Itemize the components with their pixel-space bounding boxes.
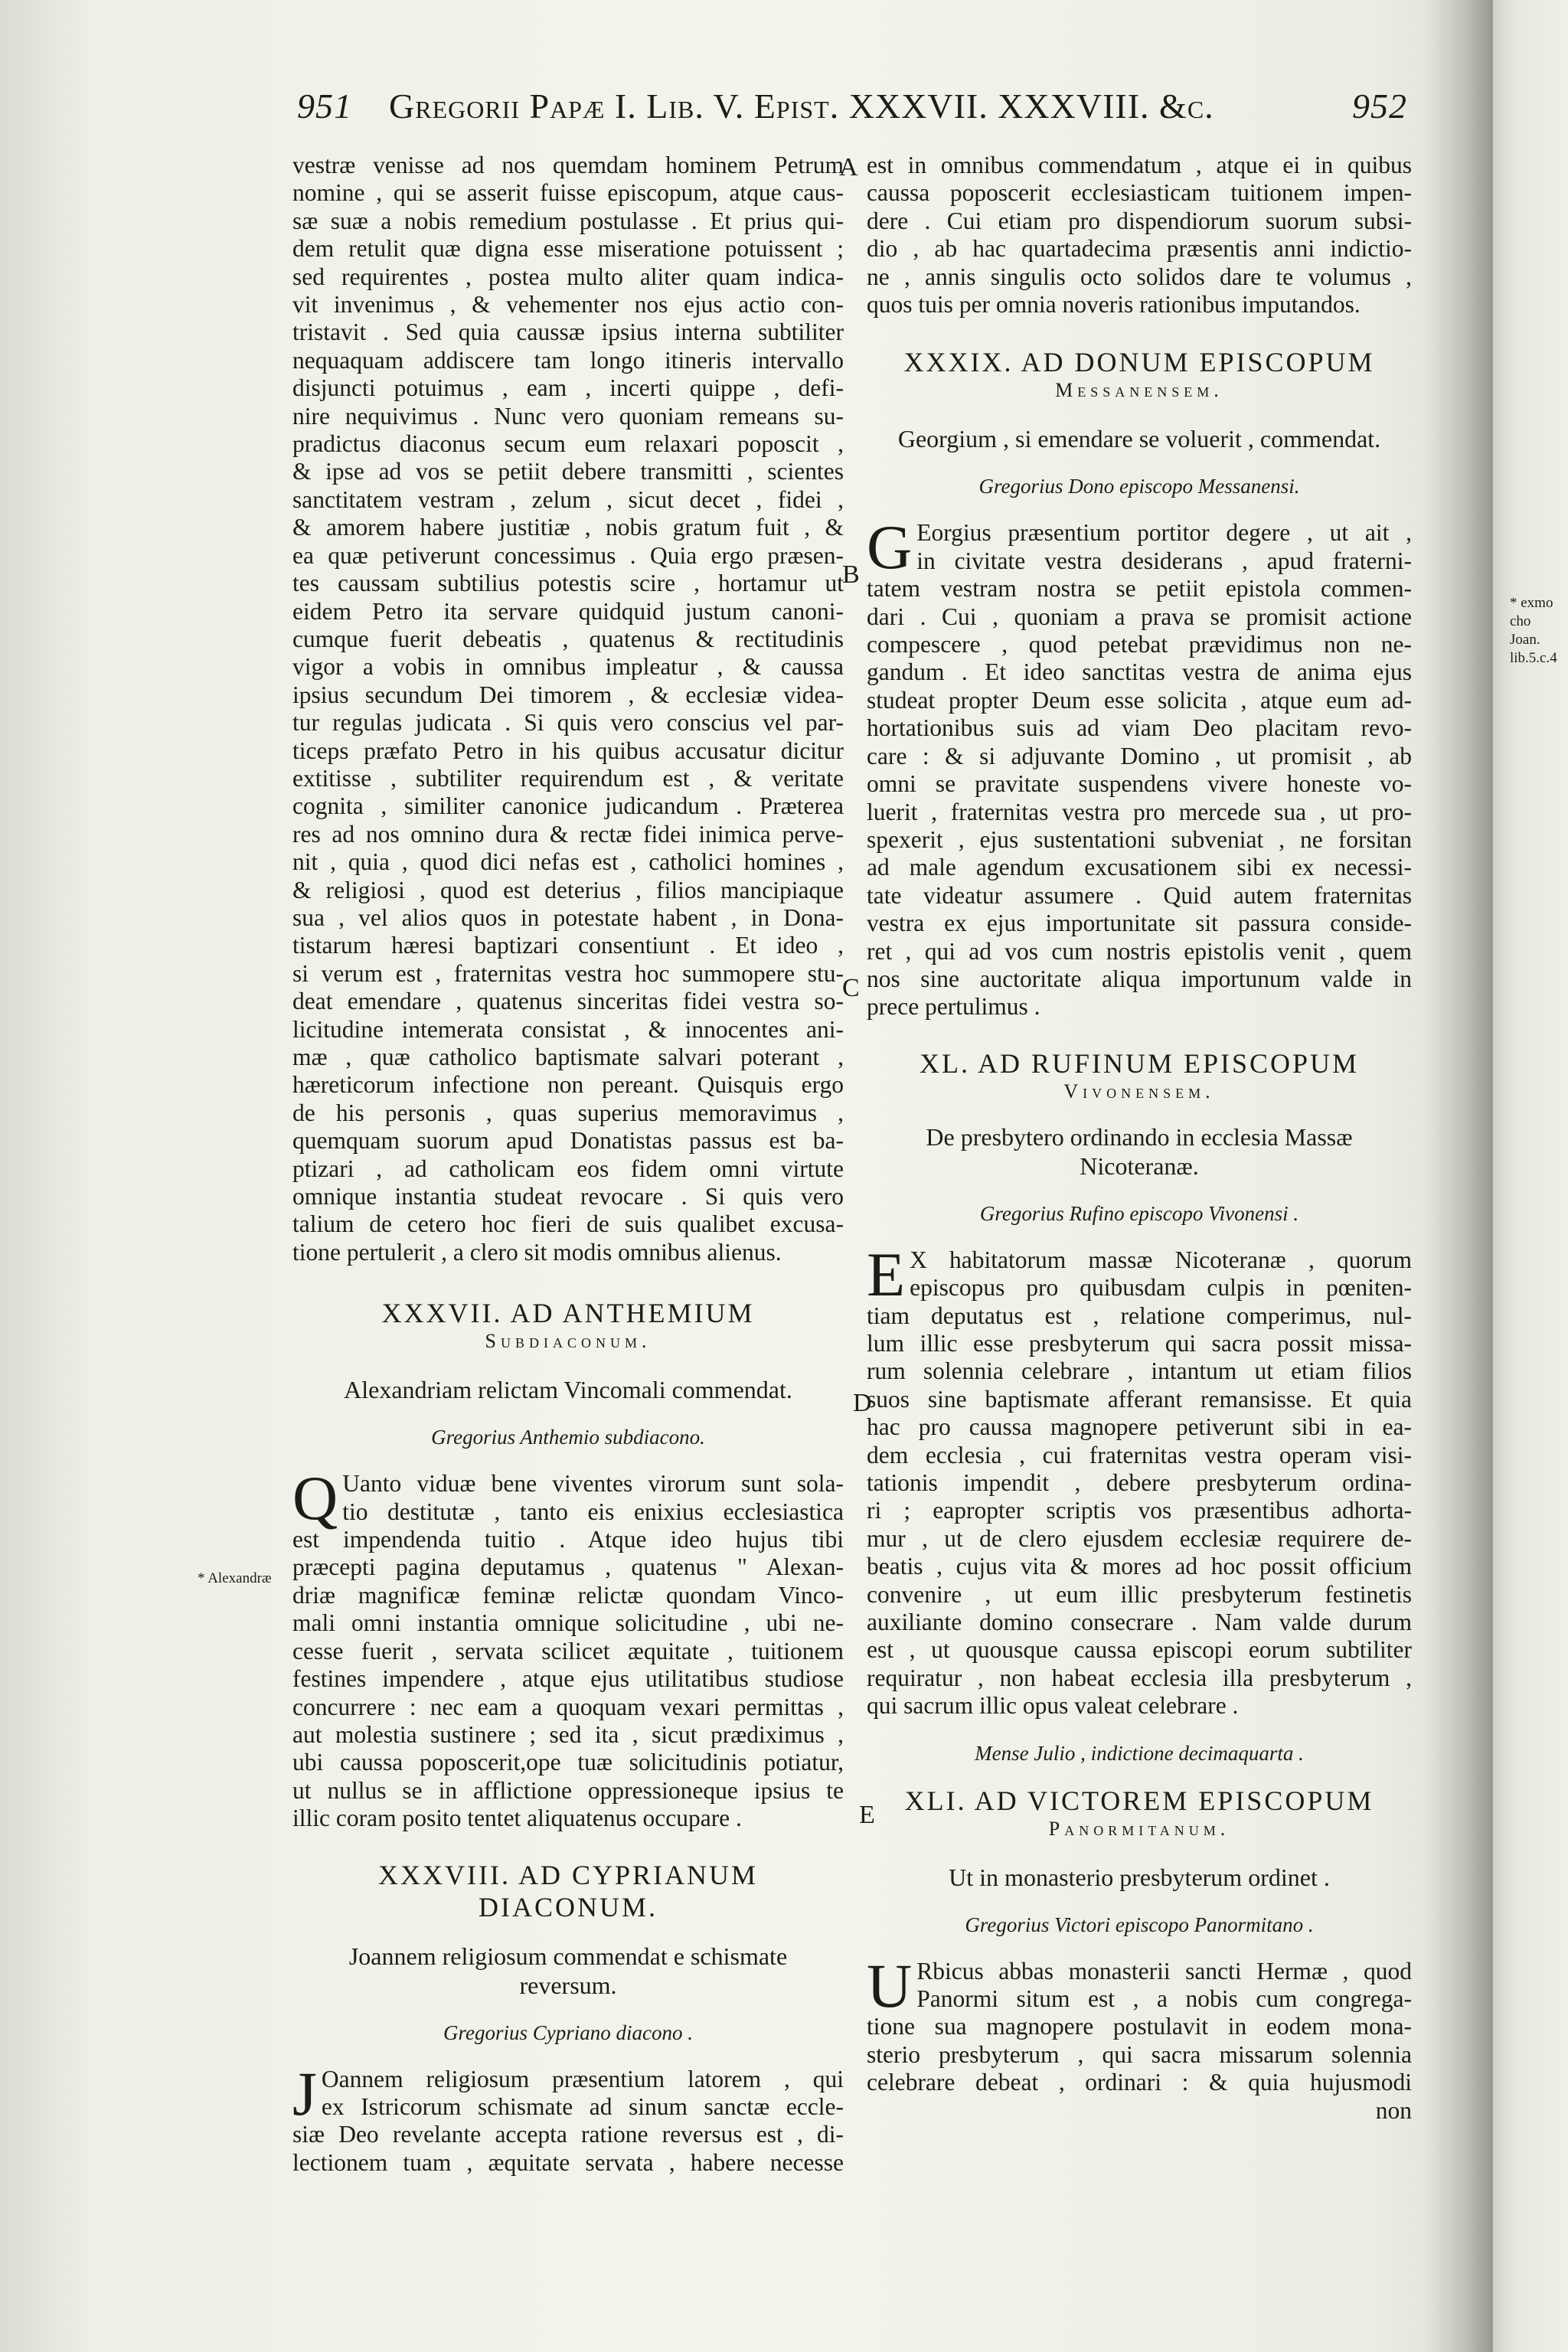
text-line: dem ecclesia , cui fraternitas vestra operam visi- [867,1441,1412,1468]
text-line: licitudine intemerata consistat , & innocentes ani- [292,1015,844,1043]
continued-letter-text [292,152,844,1266]
text-line: ret , qui ad vos cum nostris epistolis venit , quem [867,937,1412,965]
drop-cap: U [867,1950,913,2020]
drop-cap: J [292,2058,317,2128]
letter-41-salutation: Gregorius Victori episcopo Panormitano . [965,1913,1314,1936]
continued-letter-text [867,152,1412,318]
text-line: care : & si adjuvante Domino , ut promisit , ab [867,742,1412,769]
text-line: dio , ab hac quartadecima præsentis anni indictio- [867,235,1412,263]
text-line: siæ Deo revelante accepta ratione reversus est , di- [292,2121,844,2148]
letter-38-heading: XXXVIII. AD CYPRIANUM DIACONUM. [377,1859,758,1922]
summary-line: reversum. [519,1971,617,1999]
text-line: Eorgius præsentium portitor degere , ut ait , [916,519,1412,547]
letter-37-heading: XXXVII. AD ANTHEMIUM [381,1298,755,1329]
text-line: cumque fuerit debeatis , quatenus & rectitudinis [292,625,844,652]
text-line: illic coram posito tentet aliquatenus occupare . [292,1805,742,1832]
running-title: Gregorii Papæ I. Lib. V. Epist. XXXVII. XXXVIII. &c. [389,87,1214,126]
text-line: qui sacrum illic opus valeat celebrare . [867,1692,1239,1720]
text-line: nomine , qui se asserit fuisse episcopum, atque caus- [292,179,844,207]
text-line: gandum . Et ideo sanctitas vestra de anima ejus [867,658,1412,686]
letter-41-heading: XLI. AD VICTOREM EPISCOPUM [904,1785,1374,1816]
text-line: nire nequivimus . Nunc vero quoniam remeans su- [292,402,844,430]
text-line: quemquam suorum apud Donatistas passus est ba- [292,1127,844,1155]
summary-line: De presbytero ordinando in ecclesia Massæ [926,1122,1353,1151]
drop-cap: E [867,1239,906,1309]
letter-40-subheading: Vivonensem. [1063,1080,1215,1102]
text-line: tationis impendit , debere presbyterum ordina- [867,1469,1412,1496]
text-line: tione sua magnopere postulavit in eodem mona- [867,2013,1412,2040]
text-line: luerit , fraternitas vestra pro mercede sua , ut pro- [867,798,1412,825]
letter-39-subheading: Messanensem. [1055,379,1223,402]
text-line: aut molestia sustinere ; sed ita , sicut prædiximus , [292,1720,844,1748]
text-line: driæ magnificæ feminæ relictæ quondam Vinco- [292,1581,844,1609]
text-line: tistarum hæresi baptizari consentiunt . Et ideo , [292,932,844,959]
left-column [292,152,844,2177]
margin-letter-a: A [839,153,858,181]
text-line: talium de cetero hoc fieri de suis qualibet excusa- [292,1210,844,1238]
page-gutter-shadow [1424,0,1493,2352]
text-line: nos sine auctoritate aliqua importunum valde in [867,965,1412,992]
text-line: est in omnibus commendatum , atque ei in quibus [867,152,1412,178]
text-line: suos sine baptismate afferant remansisse. Et quia [867,1385,1412,1413]
letter-39-summary: Georgium , si emendare se voluerit , commendat. [897,425,1381,453]
letter-40-heading: XL. AD RUFINUM EPISCOPUM [919,1047,1360,1079]
text-line: dem retulit quæ digna esse miseratione potuissent ; [292,235,844,263]
text-line: hæreticorum infectione non pereant. Quisquis ergo [292,1071,844,1099]
text-line: vestra ex ejus importunitate sit passura conside- [867,910,1412,937]
text-line: ut nullus se in afflictione oppressioneque ipsius te [292,1776,844,1804]
text-line: episcopus pro quibusdam culpis in pœniten- [910,1274,1412,1302]
side-note-right-line: lib.5.c.4 [1510,650,1557,666]
text-line: mur , ut de clero ejusdem ecclesiæ requirere de- [867,1524,1412,1552]
running-head [297,86,1407,139]
text-line: tes caussam subtilius potestis scire , hortamur ut [292,570,844,597]
letter-38-summary [292,1942,844,2000]
text-line: Rbicus abbas monasterii sancti Hermæ , quod [916,1957,1412,1984]
text-line: & religiosi , quod est deterius , filios mancipiaque [292,876,844,903]
text-line: ad male agendum excusationem sibi ex necessi- [867,854,1412,881]
text-line: studeat propter Deum esse solicita , atque eum ad- [867,686,1412,714]
letter-41-summary: Ut in monasterio presbyterum ordinet . [949,1863,1330,1891]
drop-cap: Q [292,1463,338,1534]
text-line: X habitatorum massæ Nicoteranæ , quorum [910,1246,1412,1273]
letter-37-subheading: Subdiaconum. [485,1330,652,1353]
text-line: lectionem tuam , æquitate servata , habere necesse [292,2148,844,2176]
text-line: compescere , quod petebat prævidimus non ne- [867,631,1412,658]
text-line: hac pro caussa magnopere petiverunt sibi in ea- [867,1413,1412,1441]
text-line: res ad nos omnino dura & rectæ fidei inimica perve- [292,820,844,848]
summary-line: Nicoteranæ. [1080,1152,1199,1180]
text-line: ubi caussa poposcerit,ope tuæ solicitudinis potiatur, [292,1749,844,1776]
drop-cap: G [867,512,913,583]
text-line: concurrere : nec eam a quoquam vexari permittas , [292,1693,844,1720]
text-line: de his personis , quas superius memoravimus , [292,1099,844,1126]
text-line: præcepti pagina deputamus , quatenus " Alexan- [292,1553,844,1581]
text-line: tur regulas judicata . Si quis vero conscius vel par- [292,709,844,737]
text-line: si verum est , fraternitas vestra hoc summopere stu- [292,959,844,987]
letter-40-summary [867,1122,1412,1181]
text-line: hortationibus suis ad viam Deo placitam revo- [867,714,1412,742]
text-line: Panormi situm est , a nobis cum congrega- [916,1985,1412,2013]
letter-38-salutation: Gregorius Cypriano diacono . [443,2020,693,2044]
text-line: caussa poposcerit ecclesiasticam tuitionem impen- [867,179,1412,207]
letter-37-summary: Alexandriam relictam Vincomali commendat. [344,1376,792,1404]
margin-letter-c: C [842,974,860,1002]
letter-37-salutation: Gregorius Anthemio subdiacono. [431,1426,705,1449]
text-line: dere . Cui etiam pro dispendiorum suorum subsi- [867,207,1412,234]
text-line: festines impendere , atque ejus utilitatibus studiose [292,1665,844,1693]
text-line: sterio presbyterum , qui sacra missarum solennia [867,2040,1412,2068]
text-line: ea quæ petiverunt concessimus . Quia ergo præsen- [292,541,844,569]
right-column [867,152,1412,2125]
letter-37-body [292,1463,844,1832]
text-line: Uanto viduæ bene viventes virorum sunt sola- [342,1470,844,1498]
text-line: tione pertulerit , a clero sit modis omnibus alienus. [292,1238,782,1266]
text-line: & amorem habere justitiæ , nobis gratum fuit , & [292,514,844,541]
summary-line: Joannem religiosum commendat e schismate [348,1942,788,1970]
text-line: tatem vestram nostra se petiit epistola commen- [867,575,1412,603]
letter-38-body [292,2058,844,2177]
text-line: vestræ venisse ad nos quemdam hominem Petrum [292,152,844,178]
text-line: sed requirentes , postea multo aliter quam indica- [292,263,844,290]
catchword: non [1375,2096,1412,2124]
text-line: quos tuis per omnia noveris rationibus imputandos. [867,291,1361,318]
text-line: ne , annis singulis octo solidos dare te volumus , [867,263,1412,290]
text-line: deat emendare , quatenus sinceritas fidei vestra so- [292,988,844,1015]
text-line: disjuncti potuimus , eam , incerti quippe , defi- [292,374,844,402]
side-note-right-line: * exmo [1510,595,1553,611]
text-line: tate videatur assumere . Quid autem fraternitas [867,881,1412,909]
text-line: ptizari , ad catholicam eos fidem omni virtute [292,1155,844,1182]
text-line: omni se pravitate suspendens vivere honeste vo- [867,770,1412,798]
text-line: mali omni instantia omnique solicitudine , ubi ne- [292,1609,844,1637]
letter-40-body [867,1239,1412,1720]
text-line: dari . Cui , quoniam a prava se promisit actione [867,603,1412,630]
text-line: omnique instantia studeat revocare . Si quis vero [292,1183,844,1210]
text-line: ri ; eapropter scriptis vos præsentibus adhorta- [867,1497,1412,1524]
text-line: in civitate vestra desiderans , apud fraterni- [916,547,1412,574]
text-line: requiratur , non habeat ecclesia illa presbyterum , [867,1664,1412,1691]
text-line: ipsius secundum Dei timorem , & ecclesiæ videa- [292,681,844,708]
letter-39-heading: XXXIX. AD DONUM EPISCOPUM [903,347,1375,378]
text-line: ex Istricorum schismate ad sinum sanctæ eccle- [321,2092,844,2120]
text-line: est impendenda tuitio . Atque ideo hujus tibi [292,1526,844,1553]
text-line: cesse fuerit , servata scilicet æquitate , tuitionem [292,1637,844,1664]
text-line: convenire , ut eum illic presbyterum festinetis [867,1580,1412,1608]
letter-39-body [867,512,1412,1021]
text-line: sua , vel alios quos in potestate habent , in Dona- [292,903,844,931]
text-line: lum illic esse presbyterum qui sacra possit missa- [867,1329,1412,1357]
page-number-right: 952 [1352,87,1407,126]
text-line: vit invenimus , & vehementer nos ejus actio con- [292,291,844,318]
text-line: tiam deputatus est , relatione comperimus, nul- [867,1302,1412,1329]
text-line: tio destitutæ , tanto eis enixius ecclesiastica [342,1498,844,1525]
letter-41-subheading: Panormitanum. [1048,1817,1230,1840]
text-line: est , ut quousque caussa episcopi eorum subtiliter [867,1636,1412,1664]
adjacent-page-edge [1493,0,1568,2352]
text-line: cognita , similiter canonice judicandum . Præterea [292,792,844,820]
text-line: ticeps præfato Petro in his quibus accusatur dicitur [292,737,844,764]
text-line: nequaquam addiscere tam longo itineris intervallo [292,346,844,374]
text-line: beatis , cujus vita & mores ad hoc possit officium [867,1553,1412,1580]
letter-40-salutation: Gregorius Rufino episcopo Vivonensi . [979,1201,1299,1225]
text-line: & ipse ad vos se petiit debere transmitti , scientes [292,458,844,485]
text-line: mæ , quæ catholico baptismate salvari poterant , [292,1044,844,1070]
text-line: celebrare debeat , ordinari : & quia hujusmodi [867,2069,1412,2096]
text-line: vigor a vobis in omnibus impleatur , & caussa [292,653,844,681]
text-line: tristavit . Sed quia caussæ ipsius interna subtiliter [292,318,844,346]
margin-letter-d: D [853,1389,872,1417]
text-line: Oannem religiosum præsentium latorem , qui [321,2065,844,2092]
text-line: eidem Petro ita servare quidquid justum canoni- [292,597,844,625]
text-line: rum solennia celebrare , intantum ut etiam filios [867,1357,1412,1385]
letter-39-salutation: Gregorius Dono episcopo Messanensi. [978,475,1300,498]
text-line: spexerit , ejus sustentationi subveniat , ne forsitan [867,825,1412,853]
side-note-right [1510,594,1557,668]
text-line: pradictus diaconus secum eum relaxari poposcit , [292,430,844,458]
text-line: nit , quia , quod dici nefas est , catholici homines , [292,848,844,876]
letter-40-dateline: Mense Julio , indictione decimaquarta . [975,1741,1304,1765]
margin-letter-b: B [842,560,860,589]
side-note-left: * Alexandræ [198,1570,272,1586]
side-note-right-line: cho [1510,613,1531,629]
margin-letter-e: E [859,1801,875,1829]
text-line: auxiliante domino consecrare . Nam valde durum [867,1609,1412,1636]
side-note-right-line: Joan. [1510,632,1540,648]
page-number-left: 951 [297,87,352,126]
text-line: prece pertulimus . [867,993,1040,1021]
text-line: sæ suæ a nobis remedium postulasse . Et prius qui- [292,207,844,234]
text-line: extitisse , subtiliter requirendum est , & veritate [292,764,844,792]
text-line: sanctitatem vestram , zelum , sicut decet , fidei , [292,485,844,513]
letter-41-body [867,1950,1412,2097]
